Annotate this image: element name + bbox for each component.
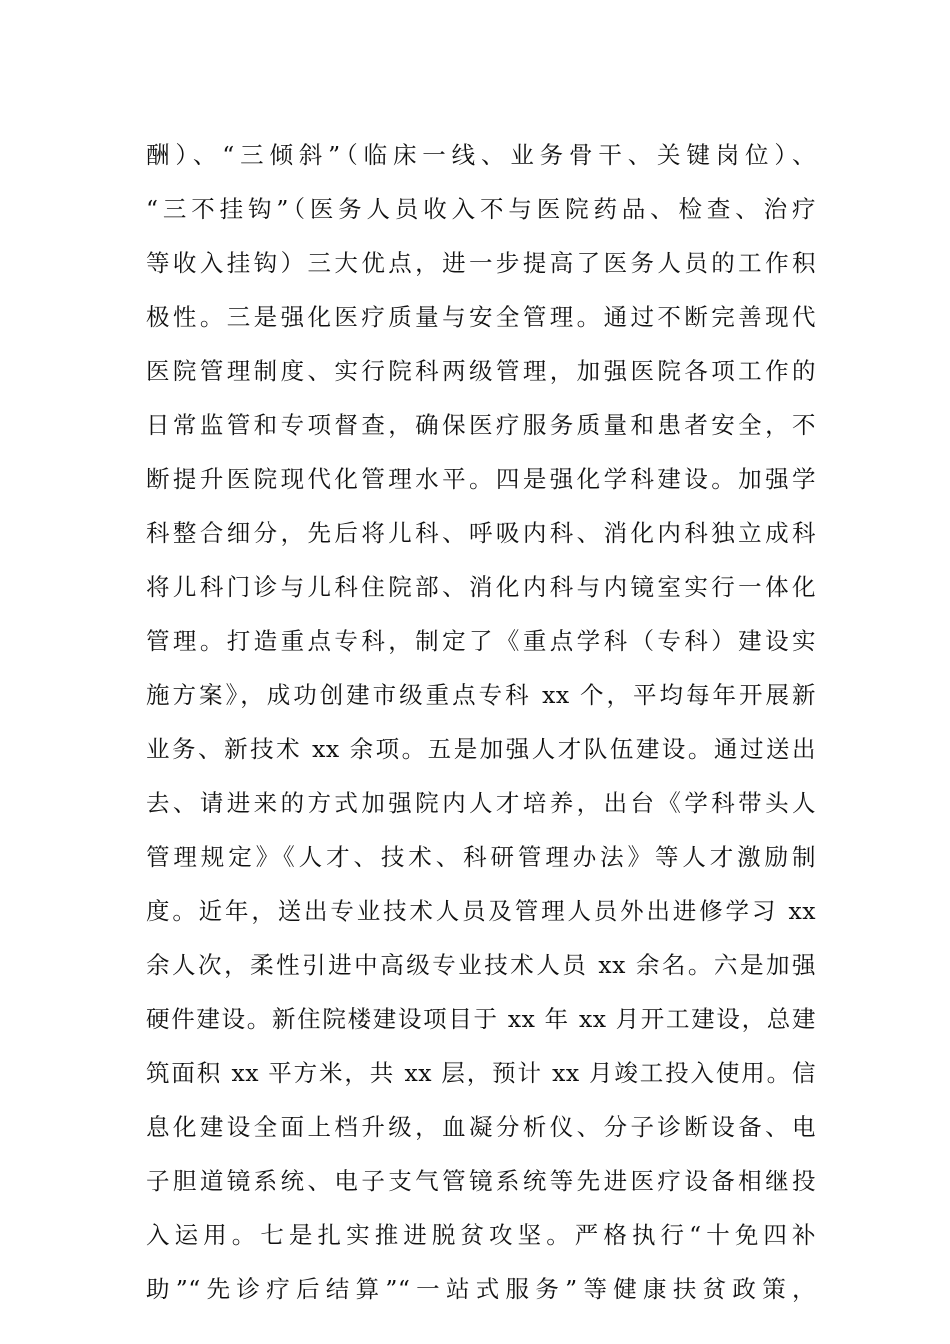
text-line: 日常监管和专项督查，确保医疗服务质量和患者安全，不 <box>146 411 816 439</box>
text-line: 助”“先诊疗后结算”“一站式服务”等健康扶贫政策， <box>146 1275 816 1303</box>
text-line: 息化建设全面上档升级，血凝分析仪、分子诊断设备、电 <box>146 1113 816 1141</box>
text-line: 断提升医院现代化管理水平。四是强化学科建设。加强学 <box>146 465 816 493</box>
text-line: 管理规定》《人才、技术、科研管理办法》等人才激励制 <box>146 843 816 871</box>
text-line: 余人次，柔性引进中高级专业技术人员 xx 余名。六是加强 <box>146 951 816 979</box>
text-line: 将儿科门诊与儿科住院部、消化内科与内镜室实行一体化 <box>146 573 816 601</box>
body-text <box>146 128 816 1316</box>
text-line: 子胆道镜系统、电子支气管镜系统等先进医疗设备相继投 <box>146 1167 816 1195</box>
text-line: 极性。三是强化医疗质量与安全管理。通过不断完善现代 <box>146 303 816 331</box>
text-line: 施方案》，成功创建市级重点专科 xx 个，平均每年开展新 <box>146 681 816 709</box>
text-line: 科整合细分，先后将儿科、呼吸内科、消化内科独立成科 <box>146 519 816 547</box>
text-line: 酬）、“三倾斜”（临床一线、业务骨干、关键岗位）、 <box>146 141 816 169</box>
text-line: “三不挂钩”（医务人员收入不与医院药品、检查、治疗 <box>146 195 816 223</box>
text-line: 管理。打造重点专科，制定了《重点学科（专科）建设实 <box>146 627 816 655</box>
text-line: 筑面积 xx 平方米，共 xx 层，预计 xx 月竣工投入使用。信 <box>146 1059 816 1087</box>
text-line: 医院管理制度、实行院科两级管理，加强医院各项工作的 <box>146 357 816 385</box>
text-line: 硬件建设。新住院楼建设项目于 xx 年 xx 月开工建设，总建 <box>146 1005 816 1033</box>
text-line: 业务、新技术 xx 余项。五是加强人才队伍建设。通过送出 <box>146 735 816 763</box>
text-line: 等收入挂钩）三大优点，进一步提高了医务人员的工作积 <box>146 249 816 277</box>
text-line: 去、请进来的方式加强院内人才培养，出台《学科带头人 <box>146 789 816 817</box>
text-line: 度。近年，送出专业技术人员及管理人员外出进修学习 xx <box>146 897 816 925</box>
text-line: 入运用。七是扎实推进脱贫攻坚。严格执行“十免四补 <box>146 1221 816 1249</box>
